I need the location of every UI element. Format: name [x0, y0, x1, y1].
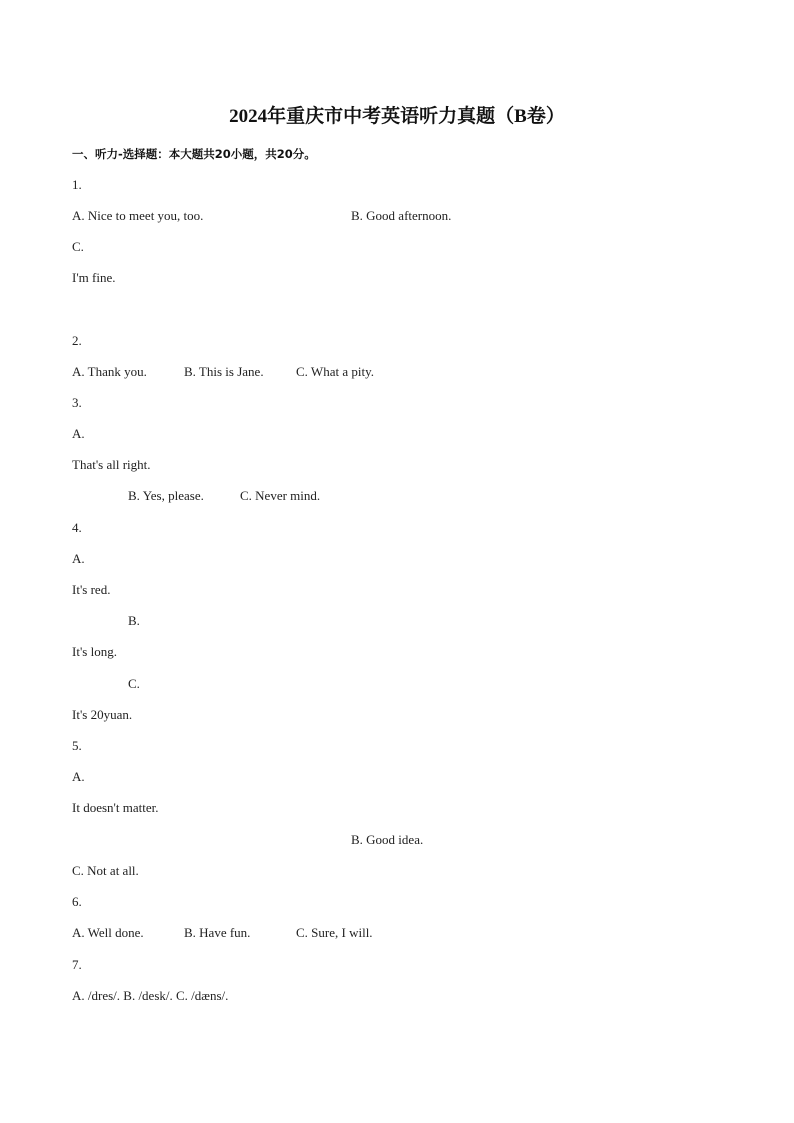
question-2-number: 2.	[72, 333, 82, 348]
page-title: 2024年重庆市中考英语听力真题（B卷）	[229, 106, 565, 127]
question-5-number: 5.	[72, 738, 82, 753]
question-2-option-c: C. What a pity.	[296, 364, 374, 379]
section-heading: 一、听力-选择题：本大题共20小题，共20分。	[72, 147, 316, 161]
question-4-option-a-text: It's red.	[72, 582, 111, 597]
question-3-option-a-text: That's all right.	[72, 457, 151, 472]
question-1-option-c-label: C.	[72, 239, 84, 254]
question-4-option-a-label: A.	[72, 551, 85, 566]
question-4-option-b-label: B.	[128, 613, 140, 628]
question-5-option-a-text: It doesn't matter.	[72, 800, 159, 815]
question-3-option-a-label: A.	[72, 426, 85, 441]
question-4-number: 4.	[72, 520, 82, 535]
question-2-option-b: B. This is Jane.	[184, 364, 264, 379]
question-2-option-a: A. Thank you.	[72, 364, 147, 379]
question-5-option-a-label: A.	[72, 769, 85, 784]
question-6-option-a: A. Well done.	[72, 925, 144, 940]
question-6-option-b: B. Have fun.	[184, 925, 251, 940]
question-1-number: 1.	[72, 177, 82, 192]
question-3-number: 3.	[72, 395, 82, 410]
question-1-option-a: A. Nice to meet you, too.	[72, 208, 204, 223]
question-3-option-c: C. Never mind.	[240, 488, 321, 503]
question-4-option-b-text: It's long.	[72, 644, 117, 659]
question-1-option-c-text: I'm fine.	[72, 270, 116, 285]
question-6-option-c: C. Sure, I will.	[296, 925, 373, 940]
question-4-option-c-text: It's 20yuan.	[72, 707, 133, 722]
question-1-option-b: B. Good afternoon.	[351, 208, 452, 223]
question-7-options: A. /dres/. B. /desk/. C. /dæns/.	[72, 988, 229, 1003]
question-5-option-b: B. Good idea.	[351, 832, 424, 847]
question-4-option-c-label: C.	[128, 676, 140, 691]
question-7-number: 7.	[72, 957, 82, 972]
question-3-option-b: B. Yes, please.	[128, 488, 204, 503]
question-6-number: 6.	[72, 894, 82, 909]
question-5-option-c: C. Not at all.	[72, 863, 139, 878]
